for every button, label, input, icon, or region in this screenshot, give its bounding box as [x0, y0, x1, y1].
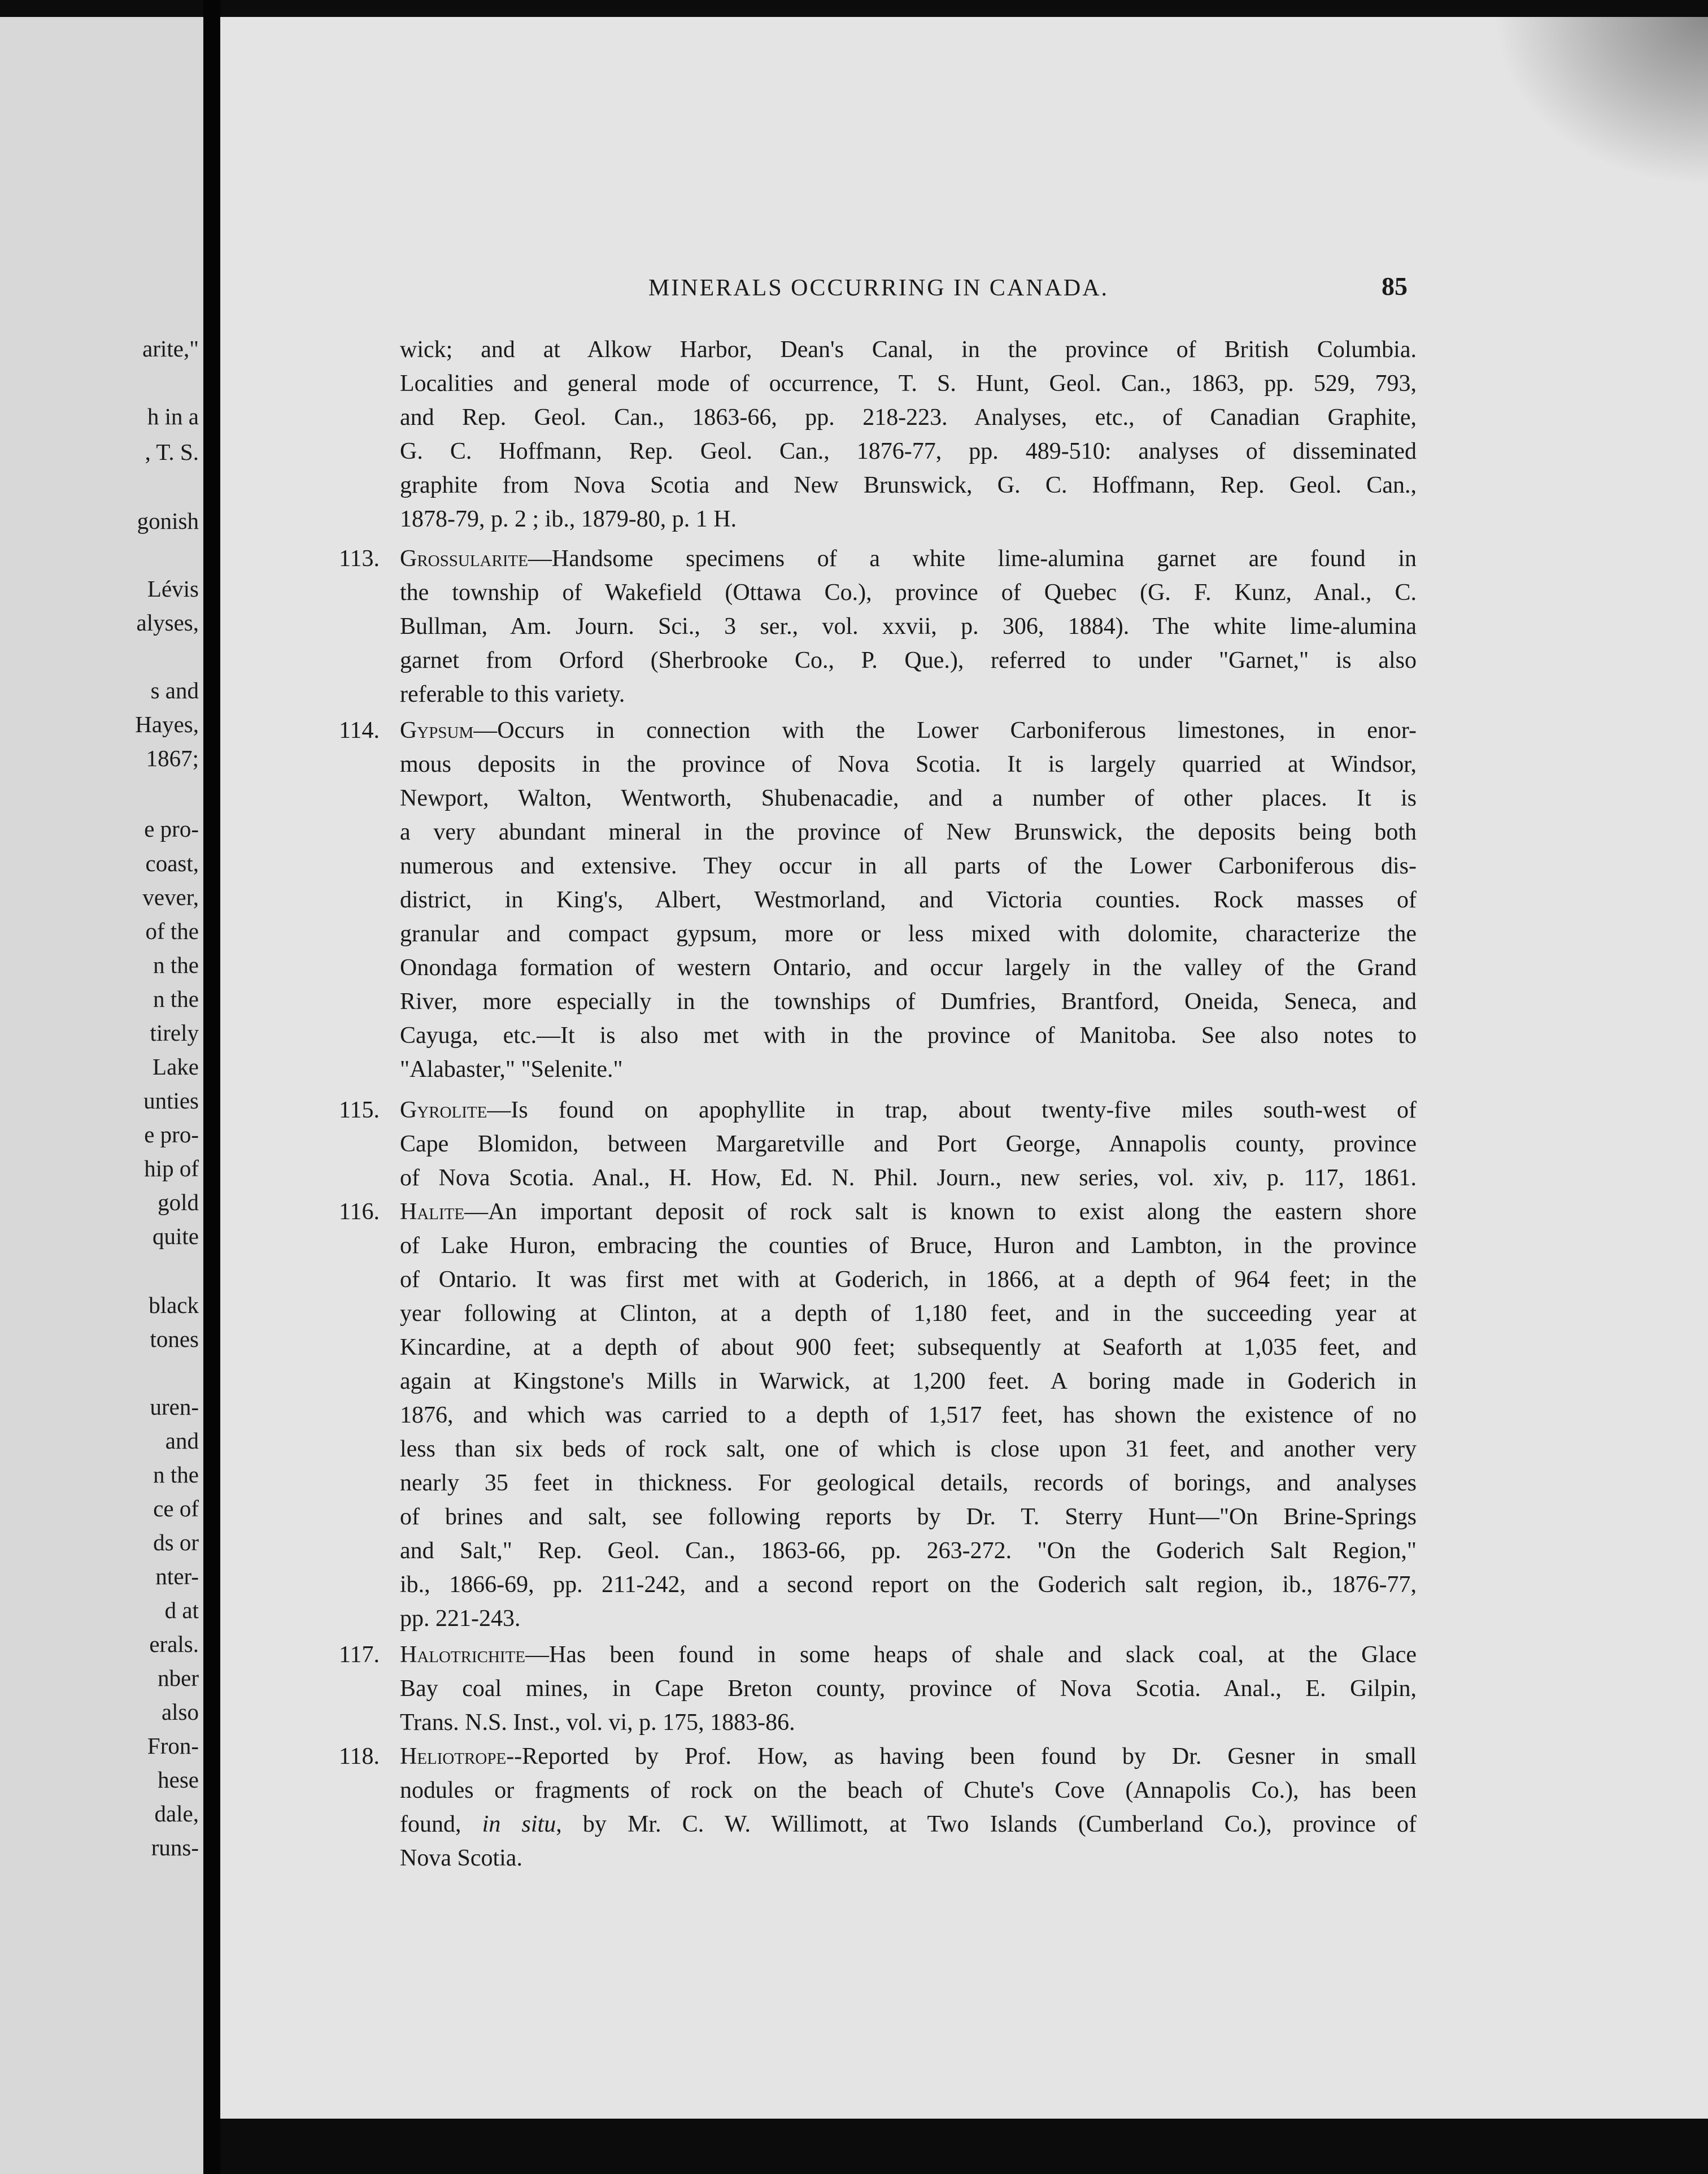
- line-text: numerous and extensive. They occur in all parts of the Lower Carboniferous dis-: [400, 853, 1417, 879]
- entry-number: 114.: [339, 718, 380, 743]
- text-line: [400, 1539, 1417, 1563]
- line-text: Trans. N.S. Inst., vol. vi, p. 175, 1883-86.: [400, 1710, 795, 1736]
- page-number: 85: [1382, 272, 1408, 301]
- line-text: garnet from Orford (Sherbrooke Co., P. Que.), referred to under "Garnet," is also: [400, 647, 1417, 673]
- facing-page-line: tirely: [150, 1020, 199, 1046]
- entry-number: 113.: [339, 546, 380, 572]
- mineral-name: Heliotrope: [400, 1743, 507, 1769]
- text-line: [400, 1846, 1417, 1870]
- text-line: [400, 1024, 1417, 1047]
- text-line: [400, 1268, 1417, 1292]
- line-text: nearly 35 feet in thickness. For geological details, records of borings, and analyses: [400, 1470, 1417, 1496]
- facing-page-line: vever,: [142, 884, 199, 910]
- facing-page-line: n the: [153, 986, 199, 1012]
- line-text: ib., 1866-69, pp. 211-242, and a second report on the Goderich salt region, ib., 1876-77,: [400, 1572, 1417, 1598]
- line-text: Cape Blomidon, between Margaretville and Port George, Annapolis county, province: [400, 1131, 1417, 1157]
- line-text: referable to this variety.: [400, 681, 625, 707]
- text-line: [400, 1471, 1417, 1495]
- facing-page-line: n the: [153, 952, 199, 978]
- scan-border: [220, 2119, 1708, 2174]
- line-text: of Lake Huron, embracing the counties of Bruce, Huron and Lambton, in the province: [400, 1233, 1417, 1259]
- text-line: [400, 1336, 1417, 1359]
- facing-page-line: , T. S.: [145, 439, 199, 465]
- text-line: [400, 1403, 1417, 1427]
- text-line: [400, 1677, 1417, 1701]
- mineral-name: Gyrolite: [400, 1097, 487, 1123]
- text-line: [400, 1302, 1417, 1325]
- facing-page-line: 1867;: [146, 745, 199, 771]
- line-text: pp. 221-243.: [400, 1606, 521, 1632]
- text-line: [400, 1711, 1417, 1734]
- facing-page-fragment: [0, 17, 203, 2174]
- line-text: Bullman, Am. Journ. Sci., 3 ser., vol. xxvii, p. 306, 1884). The white lime-alumina: [400, 614, 1417, 640]
- text-line: [400, 1369, 1417, 1393]
- text-line: [400, 473, 1417, 497]
- facing-page-line: hip of: [144, 1155, 199, 1181]
- entry-number: 118.: [339, 1743, 380, 1769]
- entry-number: 116.: [339, 1199, 380, 1225]
- text-line: [400, 1812, 1417, 1836]
- line-text: and Rep. Geol. Can., 1863-66, pp. 218-223. Analyses, etc., of Canadian Graphite,: [400, 405, 1417, 431]
- line-text: 1878-79, p. 2 ; ib., 1879-80, p. 1 H.: [400, 506, 737, 532]
- facing-page-line: e pro-: [144, 1121, 199, 1147]
- mineral-name: Halotrichite: [400, 1642, 526, 1668]
- line-text: nodules or fragments of rock on the beach of Chute's Cove (Annapolis Co.), has been: [400, 1777, 1417, 1803]
- facing-page-line: nber: [158, 1665, 199, 1691]
- entry-first-line: [339, 1199, 1417, 1225]
- text-line: [400, 922, 1417, 946]
- text-line: [400, 1505, 1417, 1529]
- facing-page-line: e pro-: [144, 816, 199, 842]
- line-text: less than six beds of rock salt, one of which is close upon 31 feet, and another very: [400, 1436, 1417, 1462]
- facing-page-line: arite,": [142, 336, 199, 362]
- line-text: Localities and general mode of occurrence, T. S. Hunt, Geol. Can., 1863, pp. 529, 793,: [400, 371, 1417, 397]
- text-line: [400, 990, 1417, 1014]
- line-text: wick; and at Alkow Harbor, Dean's Canal, in the province of British Columbia.: [400, 337, 1417, 363]
- entry-number: 117.: [339, 1642, 380, 1668]
- entry-number: 115.: [339, 1097, 380, 1123]
- text-line: [400, 854, 1417, 878]
- text-line: [400, 888, 1417, 912]
- line-text: 1876, and which was carried to a depth of 1,517 feet, has shown the existence of no: [400, 1402, 1417, 1428]
- line-text: —An important deposit of rock salt is known to exist along the eastern shore: [464, 1199, 1417, 1225]
- line-text: found,: [400, 1811, 482, 1837]
- facing-page-line: Fron-: [147, 1733, 199, 1759]
- facing-page-line: gold: [158, 1189, 199, 1215]
- line-text: Cayuga, etc.—It is also met with in the province of Manitoba. See also notes to: [400, 1023, 1417, 1049]
- entry-first-line: [339, 546, 1417, 572]
- facing-page-line: Lake: [152, 1054, 199, 1080]
- line-text: again at Kingstone's Mills in Warwick, at 1,200 feet. A boring made in Goderich in: [400, 1368, 1417, 1394]
- text-line: [400, 1132, 1417, 1156]
- line-text: of Nova Scotia. Anal., H. How, Ed. N. Phil. Journ., new series, vol. xiv, p. 117, 1861.: [400, 1165, 1417, 1191]
- facing-page-line: h in a: [147, 403, 199, 429]
- line-text: "Alabaster," "Selenite.": [400, 1056, 623, 1082]
- facing-page-line: dale,: [154, 1801, 199, 1827]
- facing-page-line: gonish: [137, 508, 199, 534]
- mineral-name: Gypsum: [400, 718, 474, 743]
- entry-first-line: [339, 1642, 1417, 1668]
- text-line: [400, 1573, 1417, 1597]
- text-line: [400, 406, 1417, 429]
- line-text: --Reported by Prof. How, as having been found by Dr. Gesner in small: [506, 1743, 1417, 1769]
- facing-page-line: ds or: [153, 1529, 199, 1555]
- facing-page-line: uren-: [150, 1394, 199, 1420]
- text-line: [400, 753, 1417, 776]
- facing-page-line: runs-: [151, 1834, 199, 1860]
- entry-first-line: [339, 718, 1417, 743]
- line-text: Onondaga formation of western Ontario, and occur largely in the valley of the Grand: [400, 955, 1417, 981]
- entry-first-line: [339, 1097, 1417, 1123]
- text-line: [400, 615, 1417, 638]
- text-line: [400, 956, 1417, 980]
- italic-phrase: in situ: [482, 1811, 556, 1837]
- line-text: the township of Wakefield (Ottawa Co.), province of Quebec (G. F. Kunz, Anal., C.: [400, 580, 1417, 606]
- page-stain: [1493, 17, 1708, 186]
- mineral-name: Halite: [400, 1199, 465, 1225]
- text-line: [400, 581, 1417, 605]
- line-text: Kincardine, at a depth of about 900 feet; subsequently at Seaforth at 1,035 feet, and: [400, 1334, 1417, 1360]
- mineral-name: Grossularite: [400, 546, 528, 572]
- text-line: [400, 338, 1417, 362]
- line-text: district, in King's, Albert, Westmorland, and Victoria counties. Rock masses of: [400, 887, 1417, 913]
- facing-page-line: alyses,: [136, 610, 199, 636]
- entry-first-line: [339, 1743, 1417, 1769]
- text-line: [400, 1607, 1417, 1631]
- text-line: [400, 1058, 1417, 1081]
- text-line: [400, 1779, 1417, 1802]
- line-text: —Occurs in connection with the Lower Carboniferous limestones, in enor-: [473, 718, 1417, 743]
- line-text: year following at Clinton, at a depth of 1,180 feet, and in the succeeding year at: [400, 1301, 1417, 1327]
- text-line: [400, 372, 1417, 395]
- facing-page-line: ce of: [153, 1495, 199, 1521]
- line-text: of brines and salt, see following reports by Dr. T. Sterry Hunt—"On Brine-Springs: [400, 1504, 1417, 1530]
- text-line: [400, 507, 1417, 531]
- line-text: Bay coal mines, in Cape Breton county, province of Nova Scotia. Anal., E. Gilpin,: [400, 1676, 1417, 1702]
- text-line: [400, 1234, 1417, 1258]
- facing-page-line: quite: [152, 1223, 199, 1249]
- facing-page-line: black: [149, 1292, 199, 1318]
- line-text: —Handsome specimens of a white lime-alumina garnet are found in: [528, 546, 1417, 572]
- line-text: Nova Scotia.: [400, 1845, 522, 1871]
- text-line: [400, 1166, 1417, 1190]
- text-line: [400, 820, 1417, 844]
- running-title: MINERALS OCCURRING IN CANADA.: [648, 275, 1109, 301]
- facing-page-line: s and: [150, 677, 199, 703]
- line-text: mous deposits in the province of Nova Scotia. It is largely quarried at Windsor,: [400, 751, 1417, 777]
- line-text: and Salt," Rep. Geol. Can., 1863-66, pp. 263-272. "On the Goderich Salt Region,": [400, 1538, 1417, 1564]
- facing-page-line: nter-: [155, 1563, 199, 1589]
- line-text: River, more especially in the townships of Dumfries, Brantford, Oneida, Seneca, and: [400, 989, 1417, 1015]
- line-text-tail: , by Mr. C. W. Willimott, at Two Islands (Cumberland Co.), province of: [556, 1811, 1417, 1837]
- text-line: [400, 682, 1417, 706]
- facing-page-line: erals.: [149, 1631, 199, 1657]
- line-text: granular and compact gypsum, more or less mixed with dolomite, characterize the: [400, 921, 1417, 947]
- line-text: —Is found on apophyllite in trap, about twenty-five miles south-west of: [487, 1097, 1417, 1123]
- line-text: a very abundant mineral in the province of New Brunswick, the deposits being both: [400, 819, 1417, 845]
- facing-page-line: also: [161, 1699, 199, 1725]
- facing-page-line: hese: [158, 1767, 199, 1793]
- book-gutter: [203, 0, 220, 2174]
- facing-page-line: Hayes,: [135, 711, 199, 737]
- line-text: —Has been found in some heaps of shale and slack coal, at the Glace: [525, 1642, 1417, 1668]
- facing-page-line: of the: [145, 918, 199, 944]
- facing-page-line: d at: [164, 1597, 199, 1623]
- text-line: [400, 786, 1417, 810]
- line-text: G. C. Hoffmann, Rep. Geol. Can., 1876-77, pp. 489-510: analyses of disseminated: [400, 438, 1417, 464]
- text-line: [400, 440, 1417, 463]
- facing-page-line: n the: [153, 1462, 199, 1488]
- line-text: of Ontario. It was first met with at Goderich, in 1866, at a depth of 964 feet; in the: [400, 1267, 1417, 1293]
- facing-page-line: Lévis: [147, 576, 199, 602]
- facing-page-line: tones: [150, 1326, 199, 1352]
- text-line: [400, 649, 1417, 672]
- line-text: Newport, Walton, Wentworth, Shubenacadie, and a number of other places. It is: [400, 785, 1417, 811]
- facing-page-line: coast,: [145, 850, 199, 876]
- facing-page-line: and: [165, 1428, 199, 1454]
- line-text: graphite from Nova Scotia and New Brunswick, G. C. Hoffmann, Rep. Geol. Can.,: [400, 472, 1417, 498]
- text-line: [400, 1437, 1417, 1461]
- facing-page-line: unties: [143, 1088, 199, 1114]
